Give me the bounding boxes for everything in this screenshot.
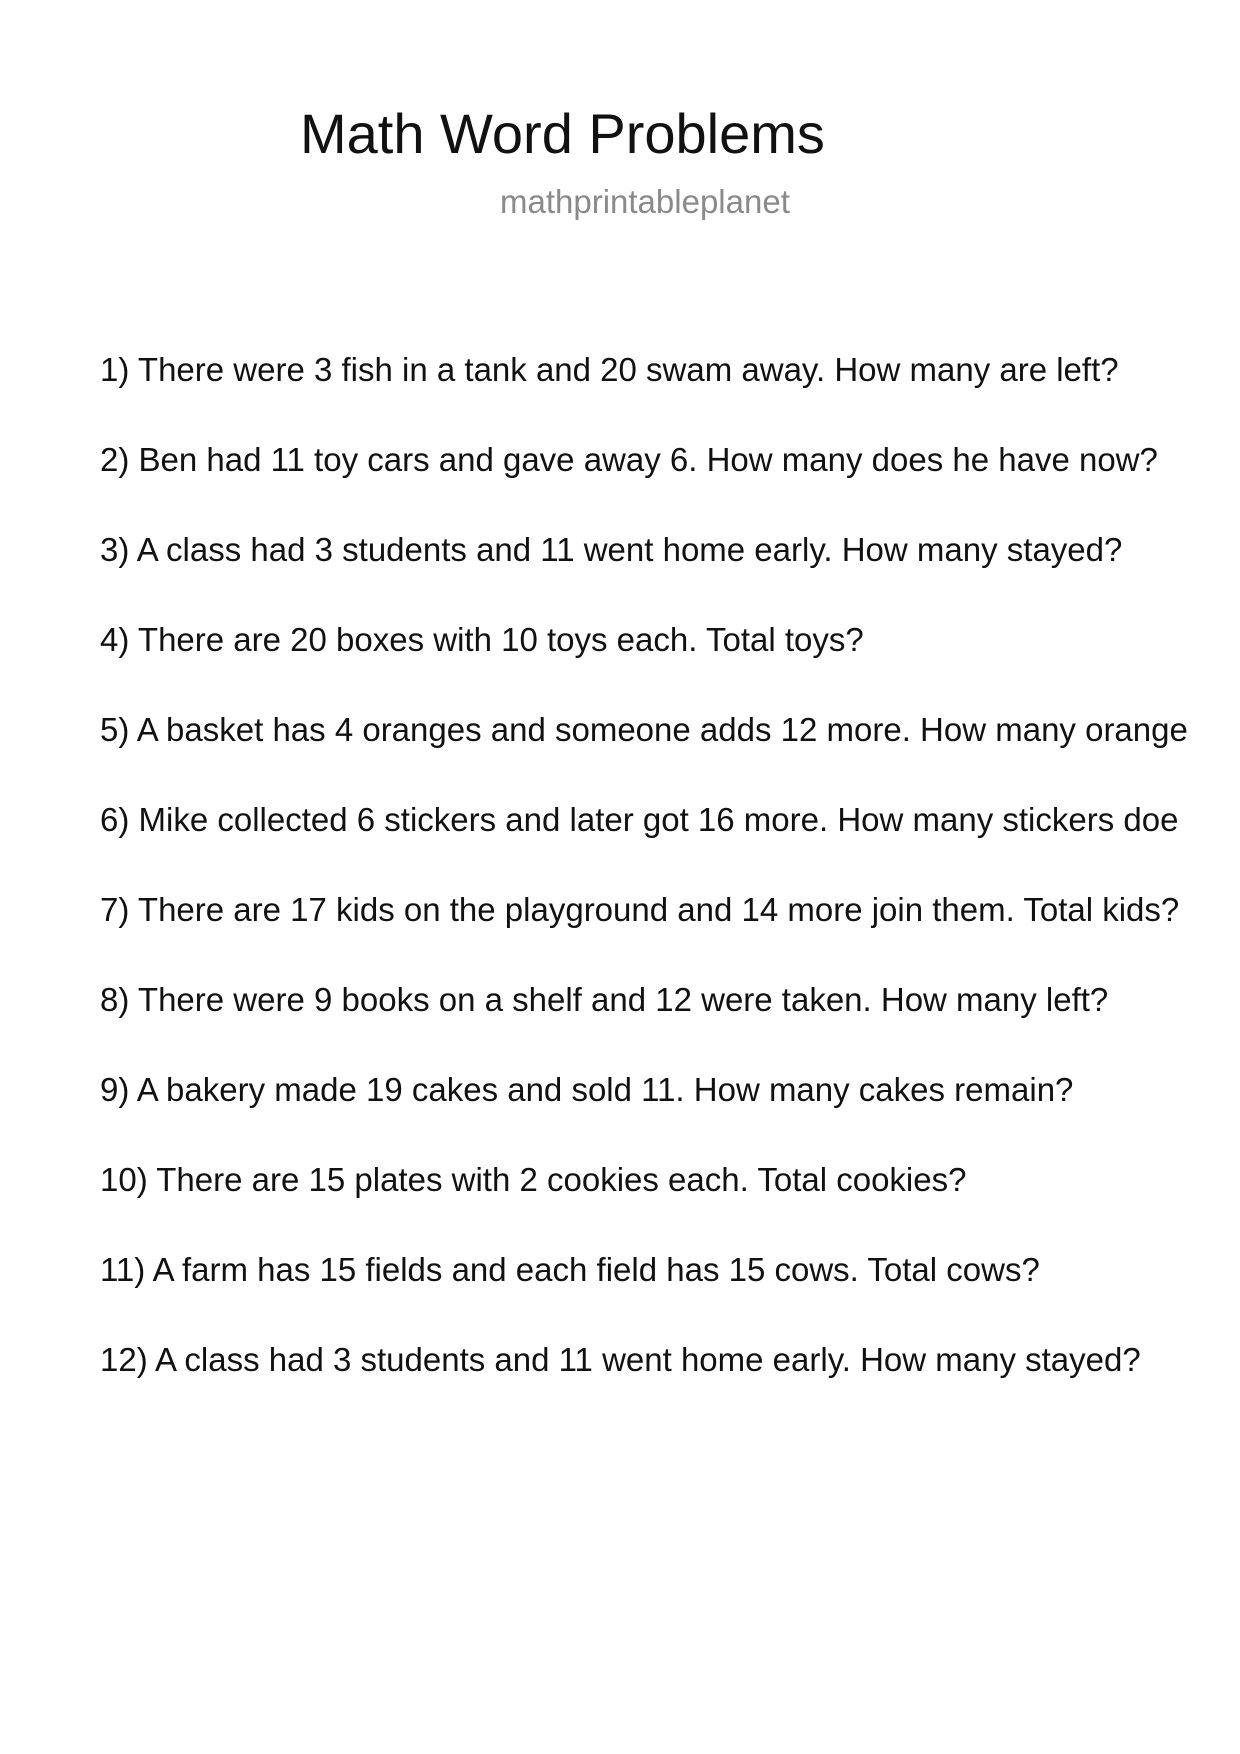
problem-item: 3) A class had 3 students and 11 went home early. How many stayed?: [100, 531, 1123, 568]
problem-item: 11) A farm has 15 fields and each field has 15 cows. Total cows?: [100, 1251, 1040, 1288]
problem-list: [100, 348, 1240, 1428]
problem-item: 6) Mike collected 6 stickers and later got 16 more. How many stickers doe: [100, 801, 1179, 838]
problem-item: 4) There are 20 boxes with 10 toys each. Total toys?: [100, 621, 864, 658]
problem-item: 1) There were 3 fish in a tank and 20 swam away. How many are left?: [100, 351, 1119, 388]
problem-item: 12) A class had 3 students and 11 went home early. How many stayed?: [100, 1341, 1141, 1378]
problem-item: 2) Ben had 11 toy cars and gave away 6. How many does he have now?: [100, 441, 1158, 478]
problem-item: 8) There were 9 books on a shelf and 12 were taken. How many left?: [100, 981, 1109, 1018]
problem-item: 10) There are 15 plates with 2 cookies each. Total cookies?: [100, 1161, 967, 1198]
page-title: Math Word Problems: [300, 102, 825, 165]
source-subtitle: mathprintableplanet: [500, 183, 790, 220]
problem-item: 5) A basket has 4 oranges and someone adds 12 more. How many orange: [100, 711, 1188, 748]
problem-item: 7) There are 17 kids on the playground and 14 more join them. Total kids?: [100, 891, 1180, 928]
problem-item: 9) A bakery made 19 cakes and sold 11. How many cakes remain?: [100, 1071, 1074, 1108]
